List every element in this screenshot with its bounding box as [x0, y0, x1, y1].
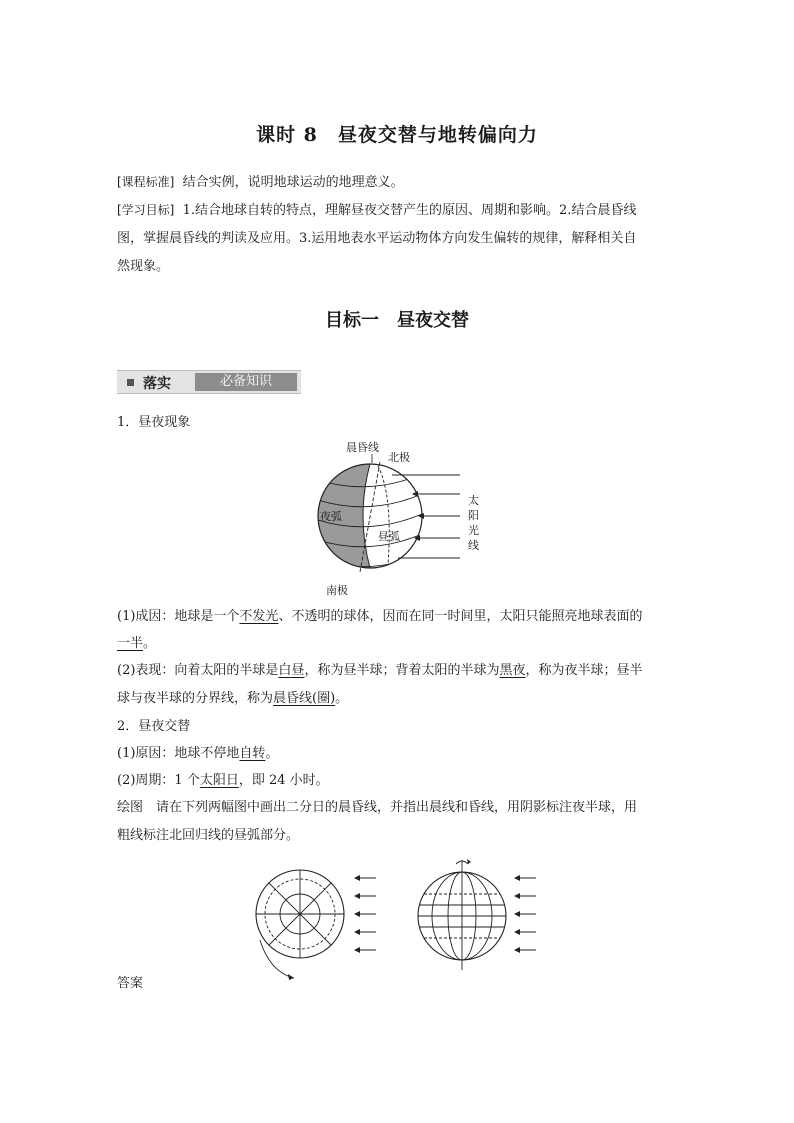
- sunlight-label-2: 阳: [468, 509, 479, 522]
- lesson-name: 昼夜交替与地转偏向力: [337, 124, 538, 146]
- polar-sun-rays: [352, 870, 378, 960]
- objectives-line3: 然现象。: [117, 259, 170, 274]
- lesson-number: 课时 8: [256, 124, 318, 146]
- item1-heading: 1．昼夜现象: [117, 415, 191, 430]
- answer-label: 答案: [117, 976, 144, 991]
- course-standard: [117, 168, 682, 197]
- cause-text: (1)成因：地球是一个不发光、不透明的球体，因而在同一时间里，太阳只能照亮地球表面的: [117, 609, 643, 624]
- learning-objectives: [117, 196, 682, 281]
- banner-label: 落实: [143, 376, 171, 392]
- objectives-line2: 图，掌握晨昏线的判读及应用。3.运用地表水平运动物体方向发生偏转的规律，解释相关自: [117, 231, 637, 246]
- sunlight-label-3: 光: [468, 524, 479, 537]
- page-title: [0, 120, 794, 147]
- item2-heading: 2．昼夜交替: [117, 719, 191, 734]
- expression-text: (2)表现：向着太阳的半球是白昼，称为昼半球；背着太阳的半球为黑夜，称为夜半球；昼半: [117, 663, 643, 678]
- polar-view-figure: [254, 858, 358, 982]
- standard-tag: [课程标准]: [117, 175, 175, 189]
- sunlight-label-4: 线: [468, 539, 479, 552]
- objectives-tag: [学习目标]: [117, 203, 175, 217]
- day-night-figure: [308, 436, 498, 598]
- north-pole-label: 北极: [388, 451, 410, 464]
- expression-text-cont: 球与夜半球的分界线，称为晨昏线(圈)。: [117, 691, 349, 706]
- south-pole-label: 南极: [326, 584, 348, 597]
- square-bullet-icon: [127, 379, 134, 386]
- period-text: (2)周期：1 个太阳日，即 24 小时。: [117, 773, 329, 788]
- section-name: 昼夜交替: [397, 310, 469, 331]
- terminator-label: 晨昏线: [346, 441, 379, 454]
- task-line2: 粗线标注北回归线的昼弧部分。: [117, 828, 300, 843]
- banner-tab: 必备知识: [195, 373, 297, 391]
- section-number: 目标一: [325, 310, 379, 331]
- section-banner: [117, 370, 301, 394]
- side-sun-rays: [512, 870, 538, 960]
- day-arc-label: 昼弧: [378, 530, 400, 543]
- standard-text: 结合实例，说明地球运动的地理意义。: [182, 175, 404, 190]
- sunlight-label-1: 太: [468, 494, 479, 507]
- reason-text: (1)原因：地球不停地自转。: [117, 746, 279, 761]
- objectives-line1: 1.结合地球自转的特点，理解昼夜交替产生的原因、周期和影响。2.结合晨昏线: [182, 203, 637, 218]
- side-view-figure: [414, 856, 512, 974]
- task-line1: 绘图 请在下列两幅图中画出二分日的晨昏线，并指出晨线和昏线，用阴影标注夜半球，用: [117, 800, 638, 815]
- section-heading: [0, 306, 794, 332]
- cause-text-cont: 一半。: [117, 636, 157, 651]
- night-arc-label: 夜弧: [320, 510, 342, 523]
